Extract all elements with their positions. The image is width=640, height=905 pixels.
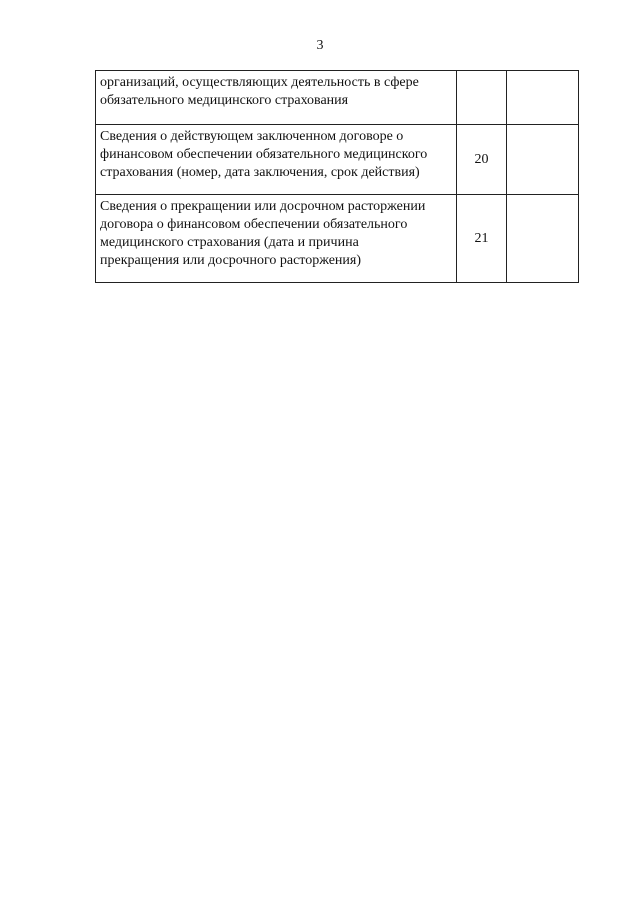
row-value-cell [507,195,579,283]
page-number: 3 [316,38,324,53]
info-table [95,70,579,283]
row-description-line: страхования (номер, дата заключения, срок действия) [100,165,420,180]
row-description-line: организаций, осуществляющих деятельность в сфере [100,75,419,90]
row-value-cell [507,71,579,125]
row-description-line: прекращения или досрочного расторжения) [100,253,362,268]
row-description-cell [96,71,457,125]
row-description-cell [96,195,457,283]
row-description-line: медицинского страхования (дата и причина [100,235,359,250]
row-description-line: финансовом обеспечении обязательного медицинского [100,147,428,162]
table-row [96,71,579,125]
row-description-line: Сведения о прекращении или досрочном расторжении [100,199,426,214]
row-description-line: Сведения о действующем заключенном договоре о [100,129,404,144]
row-description-line: обязательного медицинского страхования [100,93,349,108]
row-description-cell [96,125,457,195]
row-value-cell [507,125,579,195]
row-code-cell [457,71,507,125]
row-code-cell: 21 [457,195,507,283]
row-description-line: договора о финансовом обеспечении обязательного [100,217,408,232]
table-row [96,195,579,283]
row-code-cell: 20 [457,125,507,195]
table-row [96,125,579,195]
